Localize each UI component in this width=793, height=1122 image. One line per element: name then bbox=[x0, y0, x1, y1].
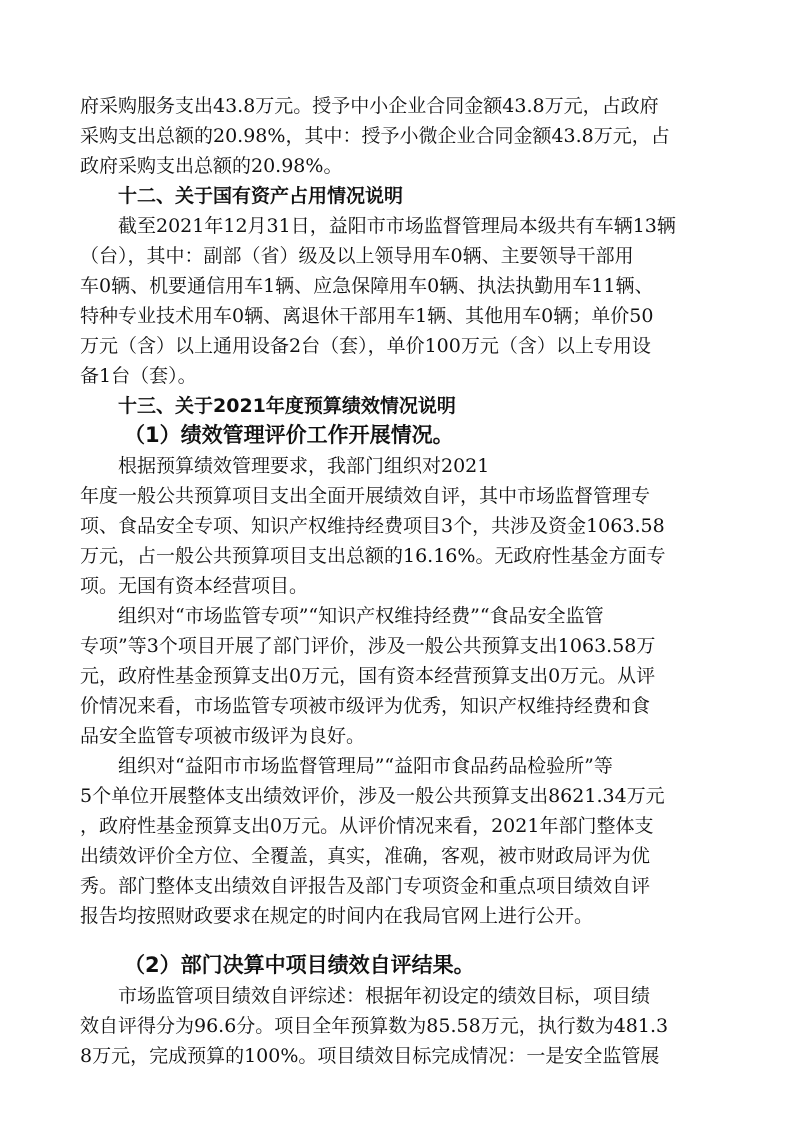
subsection-heading-1: （1）绩效管理评价工作开展情况。 bbox=[124, 423, 454, 447]
paragraph-line: 市场监管项目绩效自评综述：根据年初设定的绩效目标，项目绩 bbox=[118, 985, 651, 1007]
paragraph-line: ，政府性基金预算支出0万元。从评价情况来看，2021年部门整体支 bbox=[80, 815, 654, 837]
paragraph-line: 根据预算绩效管理要求，我部门组织对2021 bbox=[118, 455, 490, 477]
paragraph-line: 截至2021年12月31日，益阳市市场监督管理局本级共有车辆13辆 bbox=[118, 215, 676, 237]
paragraph-line: 政府采购支出总额的20.98%。 bbox=[80, 155, 343, 177]
paragraph-line: 年度一般公共预算项目支出全面开展绩效自评，其中市场监督管理专 bbox=[80, 485, 651, 507]
paragraph-line: 采购支出总额的20.98%，其中：授予小微企业合同金额43.8万元，占 bbox=[80, 125, 670, 147]
paragraph-line: 备1台（套）。 bbox=[80, 365, 197, 387]
paragraph-line: 组织对“市场监管专项”“知识产权维持经费”“食品安全监管 bbox=[118, 605, 604, 627]
paragraph-line: 组织对“益阳市市场监督管理局”“益阳市食品药品检验所”等 bbox=[118, 755, 613, 777]
paragraph-line: 万元（含）以上通用设备2台（套），单价100万元（含）以上专用设 bbox=[80, 335, 651, 357]
paragraph-line: （台），其中：副部（省）级及以上领导用车0辆、主要领导干部用 bbox=[80, 245, 634, 267]
paragraph-line: 8万元，完成预算的100%。项目绩效目标完成情况：一是安全监管展 bbox=[80, 1045, 660, 1067]
paragraph-line: 专项”等3个项目开展了部门评价，涉及一般公共预算支出1063.58万 bbox=[80, 635, 656, 657]
paragraph-line: 项。无国有资本经营项目。 bbox=[80, 575, 309, 597]
paragraph-line: 项、食品安全专项、知识产权维持经费项目3个，共涉及资金1063.58 bbox=[80, 515, 665, 537]
paragraph-line: 5个单位开展整体支出绩效评价，涉及一般公共预算支出8621.34万元 bbox=[80, 785, 665, 807]
paragraph-line: 报告均按照财政要求在规定的时间内在我局官网上进行公开。 bbox=[80, 905, 594, 927]
paragraph-line: 万元，占一般公共预算项目支出总额的16.16%。无政府性基金方面专 bbox=[80, 545, 666, 567]
paragraph-line: 特种专业技术用车0辆、离退休干部用车1辆、其他用车0辆；单价50 bbox=[80, 305, 654, 327]
paragraph-line: 效自评得分为96.6分。项目全年预算数为85.58万元，执行数为481.3 bbox=[80, 1015, 669, 1037]
paragraph-line: 府采购服务支出43.8万元。授予中小企业合同金额43.8万元，占政府 bbox=[80, 95, 659, 117]
section-heading-13: 十三、关于2021年度预算绩效情况说明 bbox=[118, 395, 456, 417]
section-heading-12: 十二、关于国有资产占用情况说明 bbox=[118, 185, 404, 207]
paragraph-line: 价情况来看，市场监管专项被市级评为优秀，知识产权维持经费和食 bbox=[80, 695, 651, 717]
paragraph-line: 车0辆、机要通信用车1辆、应急保障用车0辆、执法执勤用车11辆、 bbox=[80, 275, 654, 297]
subsection-heading-2: （2）部门决算中项目绩效自评结果。 bbox=[124, 953, 475, 977]
paragraph-line: 品安全监管专项被市级评为良好。 bbox=[80, 725, 366, 747]
paragraph-line: 出绩效评价全方位、全覆盖，真实，准确，客观，被市财政局评为优 bbox=[80, 845, 651, 867]
paragraph-line: 元，政府性基金预算支出0万元，国有资本经营预算支出0万元。从评 bbox=[80, 665, 656, 687]
paragraph-line: 秀。部门整体支出绩效自评报告及部门专项资金和重点项目绩效自评 bbox=[80, 875, 651, 897]
